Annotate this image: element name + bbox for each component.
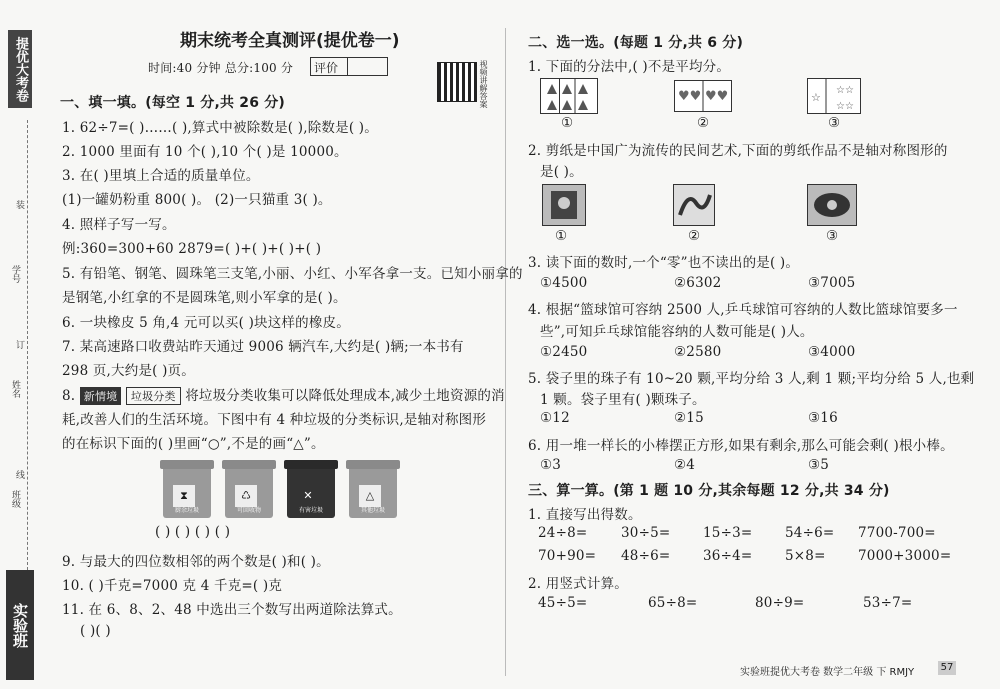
- binding-sidebar: [0, 0, 40, 689]
- hourglass-icon: ⧗: [173, 485, 195, 507]
- hearts-figure: [674, 80, 732, 112]
- question-line: 2. 剪纸是中国广为流传的民间艺术,下面的剪纸作品不是轴对称图形的: [528, 143, 948, 159]
- question-line: 的在标识下面的( )里画“○”,不是的画“△”。: [62, 436, 325, 452]
- question-line: 4. 根据“篮球馆可容纳 2500 人,乒乓球馆可容纳的人数比篮球馆要多一: [528, 302, 958, 318]
- svg-text:♥♥: ♥♥: [705, 89, 729, 104]
- question-line: 7. 某高速路口收费站昨天通过 9006 辆汽车,大约是( )辆;一本书有: [62, 339, 464, 355]
- question-line: 6. 用一堆一样长的小棒摆正方形,如果有剩余,那么可能会剩( )根小棒。: [528, 438, 954, 454]
- option: ①12: [540, 410, 570, 426]
- eval-label: 评价: [314, 61, 339, 75]
- section-1-heading: 一、填一填。(每空 1 分,共 26 分): [60, 95, 286, 111]
- question-line: 5. 有铅笔、钢笔、圆珠笔三支笔,小丽、小红、小军各拿一支。已知小丽拿的: [62, 266, 523, 282]
- topic-tag: 垃圾分类: [126, 387, 181, 405]
- question-line: 4. 照样子写一写。: [62, 217, 176, 233]
- question-line: 将垃圾分类收集可以降低处理成本,减少土地资源的消: [185, 388, 505, 404]
- arith-item: 5×8=: [785, 548, 826, 564]
- spine-label-top: 提优大考卷: [8, 30, 32, 108]
- spine-label-bottom: 实验班: [6, 570, 34, 680]
- question-line: 298 页,大约是( )页。: [62, 363, 195, 379]
- bin-answer-blanks: ( ) ( ) ( ) ( ): [155, 524, 231, 540]
- stars-figure: [807, 78, 861, 114]
- question-line: 3. 在( )里填上合适的质量单位。: [62, 168, 260, 184]
- cut-mark-3: 线: [14, 470, 24, 479]
- recycle-icon: ♺: [235, 485, 257, 507]
- question-line: 是钢笔,小红拿的不是圆珠笔,则小军拿的是( )。: [62, 290, 347, 306]
- triangle-arrows-icon: △: [359, 485, 381, 507]
- eval-box: [310, 57, 388, 76]
- option-mark: ③: [828, 115, 841, 131]
- option: ③7005: [808, 275, 856, 291]
- qr-code-icon: [437, 62, 477, 102]
- bin-recyclable: ♺ 可回收物: [222, 460, 276, 518]
- exam-meta: 时间:40 分钟 总分:100 分: [148, 61, 294, 75]
- option: ①2450: [540, 344, 588, 360]
- option: ②6302: [674, 275, 722, 291]
- svg-text:☆☆: ☆☆: [836, 85, 854, 96]
- question-line: ( )( ): [80, 623, 111, 639]
- question-line: 1 颗。袋子里有( )颗珠子。: [540, 392, 706, 408]
- question-line: 9. 与最大的四位数相邻的两个数是( )和( )。: [62, 554, 330, 570]
- section-3-heading: 三、算一算。(第 1 题 10 分,其余每题 12 分,共 34 分): [528, 483, 890, 499]
- cut-mark-1: 装: [14, 200, 24, 209]
- star-icon: [808, 79, 860, 113]
- papercut-dragon-image: [673, 184, 715, 226]
- question-line: 1. 62÷7=( )……( ),算式中被除数是( ),除数是( )。: [62, 120, 378, 136]
- option: ③16: [808, 410, 838, 426]
- papercut-fish-image: [807, 184, 857, 226]
- vertical-calc-item: 80÷9=: [755, 595, 805, 611]
- question-line: 3. 读下面的数时,一个“零”也不读出的是( )。: [528, 255, 800, 271]
- bin-kitchen-waste: ⧗ 厨余垃圾: [160, 460, 214, 518]
- arith-item: 24÷8=: [538, 525, 588, 541]
- arith-item: 48÷6=: [621, 548, 671, 564]
- option: ③5: [808, 457, 830, 473]
- question-line: 些”,可知乒乓球馆能容纳的人数可能是( )人。: [540, 324, 814, 340]
- option-mark: ①: [561, 115, 574, 131]
- option: ②2580: [674, 344, 722, 360]
- arith-item: 7000+3000=: [858, 548, 952, 564]
- svg-text:♥♥: ♥♥: [678, 89, 702, 104]
- question-line: 2. 1000 里面有 10 个( ),10 个( )是 10000。: [62, 144, 348, 160]
- arith-item: 30÷5=: [621, 525, 671, 541]
- triangle-icon: [541, 79, 597, 113]
- option: ①3: [540, 457, 562, 473]
- cross-icon: ✕: [297, 485, 319, 507]
- field-class: 班级: [10, 490, 20, 508]
- option-mark: ③: [826, 228, 839, 244]
- bin-hazardous: ✕ 有害垃圾: [284, 460, 338, 518]
- question-line: 10. ( )千克=7000 克 4 千克=( )克: [62, 578, 283, 594]
- option: ③4000: [808, 344, 856, 360]
- question-line: 耗,改善人们的生活环境。下图中有 4 种垃圾的分类标识,是轴对称图形: [62, 412, 487, 428]
- question-line: 是( )。: [540, 164, 583, 180]
- option: ②15: [674, 410, 704, 426]
- arith-item: 36÷4=: [703, 548, 753, 564]
- section-2-heading: 二、选一选。(每题 1 分,共 6 分): [528, 35, 744, 51]
- vertical-calc-item: 53÷7=: [863, 595, 913, 611]
- option-mark: ②: [697, 115, 710, 131]
- qr-caption: 视频讲解答案: [479, 60, 488, 108]
- bin-other: △ 其他垃圾: [346, 460, 400, 518]
- field-name: 姓名: [10, 380, 20, 398]
- arith-item: 15÷3=: [703, 525, 753, 541]
- papercut-lion-image: [542, 184, 586, 226]
- option-mark: ②: [688, 228, 701, 244]
- question-line: 11. 在 6、8、2、48 中选出三个数写出两道除法算式。: [62, 602, 402, 618]
- question-line: 1. 下面的分法中,( )不是平均分。: [528, 59, 731, 75]
- page-title: 期末统考全真测评(提优卷一): [180, 31, 400, 51]
- vertical-calc-item: 65÷8=: [648, 595, 698, 611]
- arith-item: 70+90=: [538, 548, 597, 564]
- question-8-header: [62, 384, 505, 405]
- vertical-calc-item: 45÷5=: [538, 595, 588, 611]
- cut-mark-2: 订: [14, 340, 24, 349]
- question-line: 5. 袋子里的珠子有 10~20 颗,平均分给 3 人,剩 1 颗;平均分给 5 人,也剩: [528, 371, 975, 387]
- option-mark: ①: [555, 228, 568, 244]
- svg-text:☆: ☆: [811, 91, 821, 104]
- arith-item: 7700-700=: [858, 525, 936, 541]
- svg-text:☆☆: ☆☆: [836, 101, 854, 112]
- option: ①4500: [540, 275, 588, 291]
- column-divider: [505, 28, 506, 676]
- triangles-figure: [540, 78, 598, 114]
- question-line: 例:360=300+60 2879=( )+( )+( )+( ): [62, 241, 322, 257]
- arith-item: 54÷6=: [785, 525, 835, 541]
- cut-line: [27, 120, 28, 570]
- question-line: 6. 一块橡皮 5 角,4 元可以买( )块这样的橡皮。: [62, 315, 350, 331]
- new-context-tag: 新情境: [80, 387, 122, 405]
- question-line: (1)一罐奶粉重 800( )。 (2)一只猫重 3( )。: [62, 192, 332, 208]
- footer-text: 实验班提优大考卷 数学二年级 下 RMJY: [740, 667, 915, 678]
- subheading: 2. 用竖式计算。: [528, 576, 628, 592]
- subheading: 1. 直接写出得数。: [528, 507, 642, 523]
- question-number: 8.: [62, 388, 76, 404]
- heart-icon: [675, 81, 731, 111]
- field-student-id: 学号: [10, 265, 20, 283]
- page-number: 57: [938, 661, 956, 675]
- option: ②4: [674, 457, 696, 473]
